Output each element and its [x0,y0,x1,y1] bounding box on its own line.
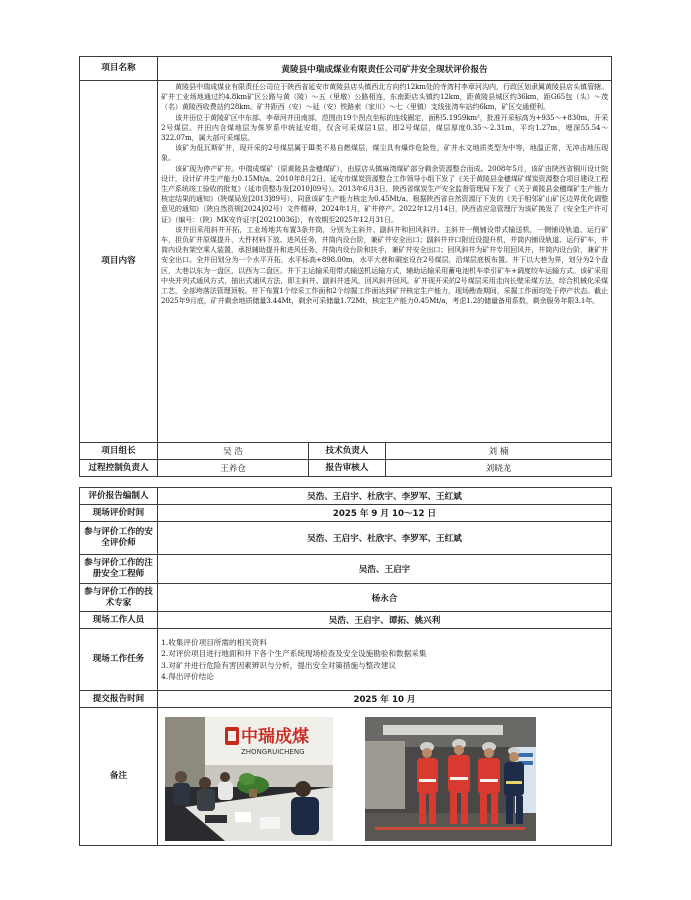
remarks-label: 备注 [80,708,158,846]
field-tasks-list [158,629,612,691]
mine-team-illustration [365,717,536,841]
field-tasks-label: 现场工作任务 [80,629,158,691]
process-control-label: 过程控制负责人 [80,460,158,477]
report-authors-label: 评价报告编制人 [80,488,158,505]
task-item: 2.对评价项目进行地面和井下各个生产系统现场检查及安全设施勘验和数据采集 [161,649,427,658]
content-paragraph: 该矿为低瓦斯矿井，现开采的2号煤层属于Ⅲ类不易自燃煤层，煤尘具有爆炸危险性，矿井水文地质类型为中等，地温正常，无冲击地压现象。 [161,143,609,163]
registered-engineers-label: 参与评价工作的注册安全工程师 [80,555,158,584]
leader-label: 项目组长 [80,443,158,460]
submit-time-label: 提交报告时间 [80,691,158,708]
leader-value: 吴 浩 [158,443,309,460]
report-authors-value: 吴浩、王启宇、杜欣宇、李罗军、王红斌 [158,488,612,505]
content-paragraph: 该矿现为停产矿井。中瑞成煤矿（原黄陵县金穗煤矿），由原店头镇麻湾煤矿部分剩余资源整合而成。2008年5月，该矿由陕西省铜川设计院设计，设计矿井生产能力0.15Mt/a。2010年8月2日，延安市煤炭资源整合工作领导小组下发了《关于黄陵县金穗煤矿煤炭资源整合项目建设工程生产系统竣工验收的批复》（延市资整办发[2010]09号）。2013年6月3日，陕西省煤炭生产安全监督管理局下发了《关于黄陵县金穗煤矿生产能力核定结果的通知》（陕煤局发[2013]89号），同意该矿生产能力核定为0.45Mt/a。根据陕西省自然资源厅下发的《关于相邻矿山矿区边界优化调整意见的通知》（陕自然资规[2024]02号）文件精神，2024年1月，矿井停产。2022年12月14日，陕西省应急管理厅为该矿换发了《安全生产许可证》（编号：（陕）MK安许证字[20210036]），有效期至2025年12月31日。 [161,163,609,224]
project-name-label: 项目名称 [80,57,158,81]
tech-lead-value: 刘 楠 [386,443,612,460]
content-paragraph: 该井田位于黄陵矿区中东部、李章河井田南部，范围由19个拐点坐标的连线圈定，面积5.1959km²，批准开采标高为+935～+830m，开采2号煤层。井田内含煤地层为侏罗系中统延安组，仅含可采煤层1层，即2号煤层，煤层厚度0.35～2.31m，平均1.27m，埋深55.54～322.07m，属大部可采煤层。 [161,112,609,143]
safety-evaluators-value: 吴浩、王启宇、杜欣宇、李罗军、王红斌 [158,522,612,555]
field-staff-label: 现场工作人员 [80,612,158,629]
project-info-table [79,56,612,477]
tech-experts-value: 杨永合 [158,584,612,612]
project-content-label: 项目内容 [80,81,158,443]
tech-lead-label: 技术负责人 [309,443,386,460]
process-control-value: 王养仓 [158,460,309,477]
project-name-value: 黄陵县中瑞成煤业有限责任公司矿井安全现状评价报告 [158,57,612,81]
meeting-scene-illustration [165,717,333,841]
task-item: 3.对矿井进行危险有害因素辨识与分析，提出安全对策措施与整改建议 [161,660,397,670]
field-staff-value: 吴浩、王启宇、谭拓、姚兴利 [158,612,612,629]
meeting-photo [165,717,333,841]
content-paragraph: 黄陵县中瑞成煤业有限责任公司位于陕西省延安市黄陵县店头镇西北方向约12km处的寺湾村李章河沟内，行政区划隶属黄陵县店头镇管辖。矿井工业场地通过约4.8km矿区公路与黄（陵）～五（里墩）公路相连，东南距店头镇约12km，距黄陵县城区约36km，距G65包（头）～茂（名）黄陵西收费站约28km。矿井距西（安）～延（安）铁路索（家川）～七（里镇）支线张湾车站约6km，矿区交通便利。 [161,82,609,112]
registered-engineers-value: 吴浩、王启宇 [158,555,612,584]
content-paragraph: 该井田采用斜井开拓，工业场地共布置3条井筒，分别为主斜井、副斜井和回风斜井。主斜井一侧铺设带式输送机，一侧铺设轨道、运行矿车，担负矿井原煤提升、大件材料下放、进风任务，井筒内设台阶，兼矿井安全出口；副斜井井口附近设提升机，井筒内铺设轨道、运行矿车，井筒内设有架空乘人装置，承担辅助提升和进风任务、井筒内设台阶和扶手，兼矿井安全出口；回风斜井为矿井专用回风井，井筒内设台阶，兼矿井安全出口。全井田划分为一个水平开拓，水平标高+898.00m，水平大巷和硐室设在2号煤层，沿煤层底板布置。井下以大巷为界，划分为2个盘区，大巷以东为一盘区，以西为二盘区。井下主运输采用带式输送机运输方式，辅助运输采用蓄电池机车牵引矿车+调度绞车运输方式。该矿采用中央并列式通风方式，抽出式通风方法，即主斜井、副斜井进风，回风斜井回风。矿井现开采的2号煤层采用走向长壁采煤方法，综合机械化采煤工艺，全部垮落法管理顶板。井下布置1个综采工作面和2个综掘工作面达到矿井核定生产能力，现场勘查期间，采掘工作面均处于停产状态。截止2025年9月底，矿井剩余地质储量3.44Mt，剩余可采储量1.72Mt，核定生产能力0.45Mt/a，考虑1.2的储量备用系数，剩余服务年限3.1年。 [161,224,609,306]
tech-experts-label: 参与评价工作的技术专家 [80,584,158,612]
site-eval-time-value: 2025 年 9 月 10～12 日 [158,505,612,522]
remarks-photos-cell [158,708,612,846]
task-item: 4.得出评价结论 [161,672,214,681]
report-auditor-value: 刘晓龙 [386,460,612,477]
task-item: 1.收集评价项目所需的相关资料 [161,637,267,647]
submit-time-value: 2025 年 10 月 [158,691,612,708]
company-sign-pinyin: ZHONGRUICHENG [241,747,305,756]
report-auditor-label: 报告审核人 [309,460,386,477]
site-eval-time-label: 现场评价时间 [80,505,158,522]
safety-evaluators-label: 参与评价工作的安全评价师 [80,522,158,555]
project-content-text [158,81,612,443]
evaluation-details-table [79,487,612,846]
company-sign-text: 中瑞成煤 [241,726,309,747]
mine-team-photo [365,717,536,841]
